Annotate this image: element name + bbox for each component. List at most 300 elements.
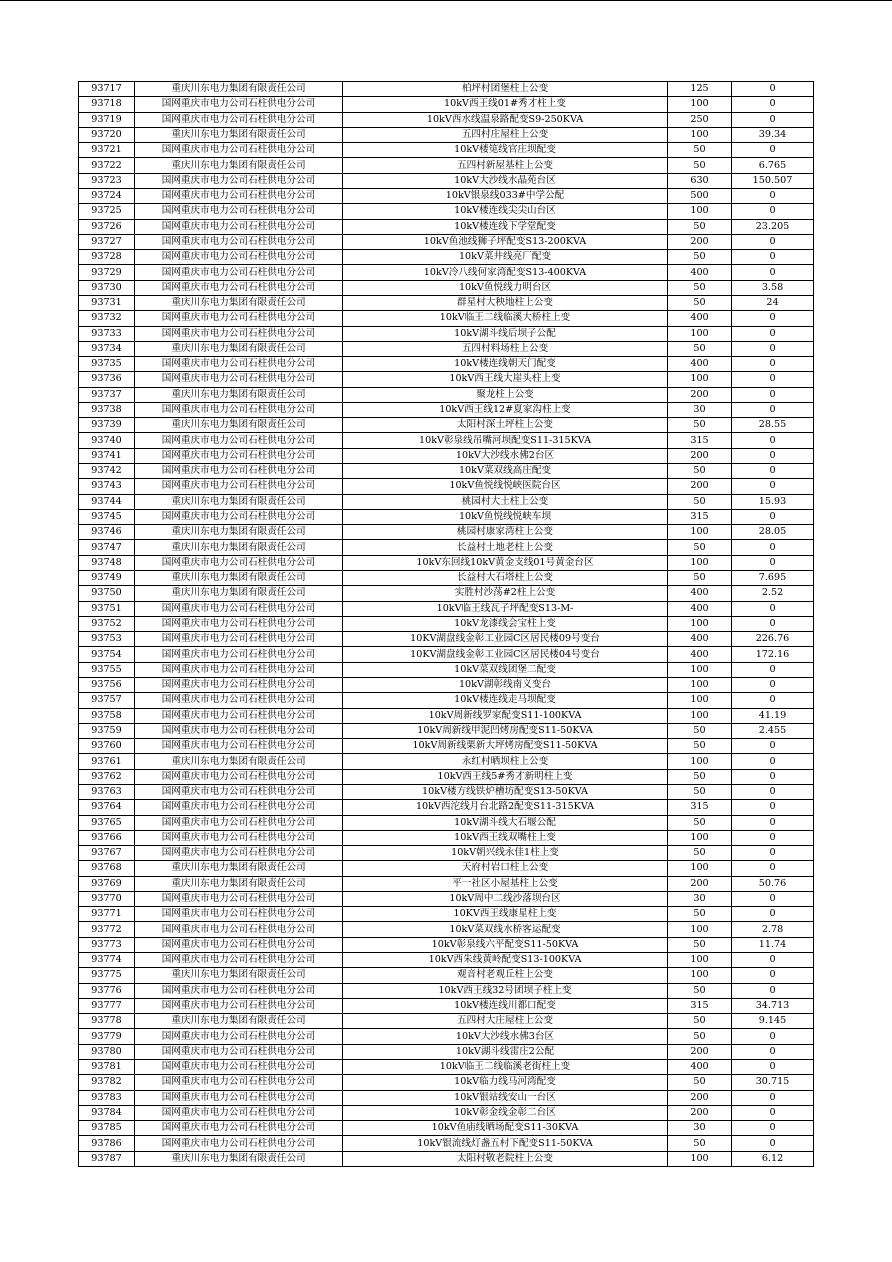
value-cell: 0 [732, 204, 814, 219]
transformer-name-cell: 10kV西王线大崖头柱上变 [343, 372, 668, 387]
value-cell: 3.58 [732, 280, 814, 295]
transformer-name-cell: 10kV彰泉线吊嘴河坝配变S11-315KVA [343, 433, 668, 448]
table-row [79, 968, 814, 983]
row-id-cell: 93718 [79, 97, 135, 112]
company-cell: 国网重庆市电力公司石柱供电分公司 [135, 1060, 343, 1075]
table-row [79, 1151, 814, 1166]
row-id-cell: 93728 [79, 250, 135, 265]
row-id-cell: 93753 [79, 632, 135, 647]
row-id-cell: 93769 [79, 876, 135, 891]
company-cell: 国网重庆市电力公司石柱供电分公司 [135, 188, 343, 203]
table-row [79, 754, 814, 769]
table-row [79, 861, 814, 876]
table-row [79, 464, 814, 479]
transformer-name-cell: 聚龙柱上公变 [343, 387, 668, 402]
transformer-name-cell: 10KV湖盘线金彰工业园C区居民楼04号变台 [343, 647, 668, 662]
value-cell: 0 [732, 250, 814, 265]
transformer-name-cell: 10kV西朱线黄岭配变S13-100KVA [343, 953, 668, 968]
value-cell: 0 [732, 82, 814, 97]
transformer-name-cell: 10kV楼连线川都口配变 [343, 998, 668, 1013]
value-cell: 15.93 [732, 494, 814, 509]
transformer-name-cell: 10kV西王线32号团坝子柱上变 [343, 983, 668, 998]
row-id-cell: 93745 [79, 509, 135, 524]
transformer-name-cell: 柏坪村团堡柱上公变 [343, 82, 668, 97]
row-id-cell: 93733 [79, 326, 135, 341]
value-cell: 0 [732, 769, 814, 784]
capacity-cell: 100 [668, 616, 732, 631]
value-cell: 28.05 [732, 525, 814, 540]
capacity-cell: 30 [668, 402, 732, 417]
table-row [79, 127, 814, 142]
row-id-cell: 93748 [79, 555, 135, 570]
table-row [79, 800, 814, 815]
capacity-cell: 50 [668, 846, 732, 861]
row-id-cell: 93765 [79, 815, 135, 830]
company-cell: 国网重庆市电力公司石柱供电分公司 [135, 953, 343, 968]
capacity-cell: 400 [668, 311, 732, 326]
table-row [79, 433, 814, 448]
company-cell: 国网重庆市电力公司石柱供电分公司 [135, 616, 343, 631]
company-cell: 国网重庆市电力公司石柱供电分公司 [135, 723, 343, 738]
company-cell: 重庆川东电力集团有限责任公司 [135, 754, 343, 769]
row-id-cell: 93722 [79, 158, 135, 173]
company-cell: 国网重庆市电力公司石柱供电分公司 [135, 784, 343, 799]
capacity-cell: 50 [668, 1029, 732, 1044]
row-id-cell: 93725 [79, 204, 135, 219]
value-cell: 24 [732, 295, 814, 310]
transformer-name-cell: 10kV大沙线水晶苑台区 [343, 173, 668, 188]
value-cell: 2.455 [732, 723, 814, 738]
table-row [79, 784, 814, 799]
capacity-cell: 50 [668, 494, 732, 509]
value-cell: 226.76 [732, 632, 814, 647]
capacity-cell: 100 [668, 922, 732, 937]
transformer-name-cell: 10kV鱼池线狮子坪配变S13-200KVA [343, 234, 668, 249]
value-cell: 0 [732, 112, 814, 127]
table-row [79, 815, 814, 830]
row-id-cell: 93763 [79, 784, 135, 799]
value-cell: 0 [732, 815, 814, 830]
capacity-cell: 100 [668, 326, 732, 341]
row-id-cell: 93778 [79, 1014, 135, 1029]
transformer-name-cell: 10kV银站线安山一台区 [343, 1090, 668, 1105]
value-cell: 0 [732, 555, 814, 570]
value-cell: 30.715 [732, 1075, 814, 1090]
table-body [79, 82, 814, 1167]
value-cell: 150.507 [732, 173, 814, 188]
company-cell: 国网重庆市电力公司石柱供电分公司 [135, 448, 343, 463]
capacity-cell: 400 [668, 601, 732, 616]
value-cell: 0 [732, 387, 814, 402]
row-id-cell: 93750 [79, 586, 135, 601]
capacity-cell: 100 [668, 662, 732, 677]
company-cell: 国网重庆市电力公司石柱供电分公司 [135, 1075, 343, 1090]
row-id-cell: 93762 [79, 769, 135, 784]
company-cell: 国网重庆市电力公司石柱供电分公司 [135, 708, 343, 723]
table-row [79, 509, 814, 524]
transformer-name-cell: 10kV菜双线高庄配变 [343, 464, 668, 479]
table-row [79, 693, 814, 708]
capacity-cell: 100 [668, 693, 732, 708]
company-cell: 国网重庆市电力公司石柱供电分公司 [135, 326, 343, 341]
transformer-name-cell: 10KV西王线康星柱上变 [343, 907, 668, 922]
value-cell: 0 [732, 326, 814, 341]
transformer-name-cell: 五四村料场柱上公变 [343, 341, 668, 356]
capacity-cell: 100 [668, 861, 732, 876]
transformer-name-cell: 10kV临王二线临溪大桥柱上变 [343, 311, 668, 326]
value-cell: 0 [732, 1060, 814, 1075]
transformer-name-cell: 10kV湖斗线后坝子公配 [343, 326, 668, 341]
company-cell: 国网重庆市电力公司石柱供电分公司 [135, 372, 343, 387]
row-id-cell: 93742 [79, 464, 135, 479]
transformer-name-cell: 10kV楼方线铁炉槽坊配变S13-50KVA [343, 784, 668, 799]
company-cell: 重庆川东电力集团有限责任公司 [135, 494, 343, 509]
row-id-cell: 93752 [79, 616, 135, 631]
row-id-cell: 93730 [79, 280, 135, 295]
company-cell: 重庆川东电力集团有限责任公司 [135, 571, 343, 586]
company-cell: 国网重庆市电力公司石柱供电分公司 [135, 555, 343, 570]
value-cell: 0 [732, 540, 814, 555]
capacity-cell: 200 [668, 448, 732, 463]
row-id-cell: 93731 [79, 295, 135, 310]
row-id-cell: 93761 [79, 754, 135, 769]
company-cell: 重庆川东电力集团有限责任公司 [135, 127, 343, 142]
company-cell: 国网重庆市电力公司石柱供电分公司 [135, 1136, 343, 1151]
value-cell: 0 [732, 968, 814, 983]
value-cell: 0 [732, 1105, 814, 1120]
company-cell: 重庆川东电力集团有限责任公司 [135, 876, 343, 891]
transformer-name-cell: 桃园村大土柱上公变 [343, 494, 668, 509]
capacity-cell: 630 [668, 173, 732, 188]
table-row [79, 82, 814, 97]
table-row [79, 616, 814, 631]
transformer-name-cell: 10kV临王二线临溪老街柱上变 [343, 1060, 668, 1075]
row-id-cell: 93777 [79, 998, 135, 1013]
row-id-cell: 93776 [79, 983, 135, 998]
capacity-cell: 50 [668, 540, 732, 555]
transformer-name-cell: 10kV湖斗线大石堰公配 [343, 815, 668, 830]
company-cell: 国网重庆市电力公司石柱供电分公司 [135, 1090, 343, 1105]
row-id-cell: 93781 [79, 1060, 135, 1075]
capacity-cell: 50 [668, 418, 732, 433]
value-cell: 6.765 [732, 158, 814, 173]
table-row [79, 326, 814, 341]
row-id-cell: 93775 [79, 968, 135, 983]
table-row [79, 311, 814, 326]
capacity-cell: 100 [668, 708, 732, 723]
value-cell: 2.52 [732, 586, 814, 601]
value-cell: 0 [732, 907, 814, 922]
company-cell: 国网重庆市电力公司石柱供电分公司 [135, 219, 343, 234]
transformer-name-cell: 10kV西水线温泉路配变S9-250KVA [343, 112, 668, 127]
capacity-cell: 500 [668, 188, 732, 203]
value-cell: 0 [732, 311, 814, 326]
row-id-cell: 93756 [79, 677, 135, 692]
transformer-name-cell: 10kV冷八线何家湾配变S13-400KVA [343, 265, 668, 280]
transformer-name-cell: 10kV楼连线下学堂配变 [343, 219, 668, 234]
company-cell: 国网重庆市电力公司石柱供电分公司 [135, 647, 343, 662]
capacity-cell: 315 [668, 433, 732, 448]
company-cell: 重庆川东电力集团有限责任公司 [135, 968, 343, 983]
capacity-cell: 50 [668, 219, 732, 234]
value-cell: 34.713 [732, 998, 814, 1013]
capacity-cell: 315 [668, 800, 732, 815]
company-cell: 国网重庆市电力公司石柱供电分公司 [135, 402, 343, 417]
company-cell: 重庆川东电力集团有限责任公司 [135, 540, 343, 555]
value-cell: 0 [732, 784, 814, 799]
value-cell: 41.19 [732, 708, 814, 723]
transformer-name-cell: 10kV楼连线尖尖山台区 [343, 204, 668, 219]
row-id-cell: 93726 [79, 219, 135, 234]
table-row [79, 387, 814, 402]
table-row [79, 234, 814, 249]
row-id-cell: 93740 [79, 433, 135, 448]
row-id-cell: 93747 [79, 540, 135, 555]
company-cell: 重庆川东电力集团有限责任公司 [135, 295, 343, 310]
table-row [79, 265, 814, 280]
company-cell: 重庆川东电力集团有限责任公司 [135, 1151, 343, 1166]
table-row [79, 677, 814, 692]
capacity-cell: 200 [668, 1044, 732, 1059]
company-cell: 国网重庆市电力公司石柱供电分公司 [135, 937, 343, 952]
company-cell: 重庆川东电力集团有限责任公司 [135, 1014, 343, 1029]
transformer-name-cell: 太阳村深土坪柱上公变 [343, 418, 668, 433]
capacity-cell: 50 [668, 937, 732, 952]
row-id-cell: 93764 [79, 800, 135, 815]
transformer-name-cell: 永红村晒坝柱上公变 [343, 754, 668, 769]
table-row [79, 907, 814, 922]
table-row [79, 97, 814, 112]
transformer-name-cell: 10kV西王线双嘴柱上变 [343, 830, 668, 845]
table-row [79, 983, 814, 998]
company-cell: 国网重庆市电力公司石柱供电分公司 [135, 479, 343, 494]
table-row [79, 219, 814, 234]
value-cell: 23.205 [732, 219, 814, 234]
capacity-cell: 315 [668, 998, 732, 1013]
transformer-name-cell: 10kV西王线12#夏家沟柱上变 [343, 402, 668, 417]
value-cell: 0 [732, 846, 814, 861]
row-id-cell: 93751 [79, 601, 135, 616]
row-id-cell: 93786 [79, 1136, 135, 1151]
company-cell: 国网重庆市电力公司石柱供电分公司 [135, 357, 343, 372]
table-row [79, 998, 814, 1013]
table-row [79, 647, 814, 662]
company-cell: 国网重庆市电力公司石柱供电分公司 [135, 1044, 343, 1059]
table-row [79, 143, 814, 158]
table-row [79, 448, 814, 463]
table-row [79, 295, 814, 310]
transformer-name-cell: 10kV鱼悦线悦峡医院台区 [343, 479, 668, 494]
value-cell: 0 [732, 616, 814, 631]
company-cell: 国网重庆市电力公司石柱供电分公司 [135, 1105, 343, 1120]
table-row [79, 601, 814, 616]
transformer-name-cell: 平一社区小屋基柱上公变 [343, 876, 668, 891]
row-id-cell: 93736 [79, 372, 135, 387]
company-cell: 国网重庆市电力公司石柱供电分公司 [135, 800, 343, 815]
capacity-cell: 50 [668, 295, 732, 310]
transformer-name-cell: 10kV湖彰线南义变台 [343, 677, 668, 692]
transformer-name-cell: 10kV湖斗线雷庄2公配 [343, 1044, 668, 1059]
transformer-name-cell: 长益村土地老柱上公变 [343, 540, 668, 555]
table-row [79, 280, 814, 295]
value-cell: 0 [732, 234, 814, 249]
value-cell: 0 [732, 677, 814, 692]
table-row [79, 540, 814, 555]
capacity-cell: 400 [668, 586, 732, 601]
company-cell: 国网重庆市电力公司石柱供电分公司 [135, 112, 343, 127]
row-id-cell: 93779 [79, 1029, 135, 1044]
table-row [79, 846, 814, 861]
table-row [79, 204, 814, 219]
transformer-name-cell: 五四村大庄屋柱上公变 [343, 1014, 668, 1029]
table-row [79, 188, 814, 203]
company-cell: 国网重庆市电力公司石柱供电分公司 [135, 173, 343, 188]
row-id-cell: 93732 [79, 311, 135, 326]
company-cell: 国网重庆市电力公司石柱供电分公司 [135, 998, 343, 1013]
row-id-cell: 93774 [79, 953, 135, 968]
row-id-cell: 93785 [79, 1121, 135, 1136]
table-row [79, 372, 814, 387]
company-cell: 国网重庆市电力公司石柱供电分公司 [135, 143, 343, 158]
row-id-cell: 93724 [79, 188, 135, 203]
value-cell: 0 [732, 830, 814, 845]
row-id-cell: 93746 [79, 525, 135, 540]
row-id-cell: 93735 [79, 357, 135, 372]
table-row [79, 830, 814, 845]
capacity-cell: 50 [668, 723, 732, 738]
capacity-cell: 50 [668, 907, 732, 922]
capacity-cell: 50 [668, 280, 732, 295]
value-cell: 0 [732, 1044, 814, 1059]
transformer-name-cell: 10kV朝兴线永佳1柱上变 [343, 846, 668, 861]
capacity-cell: 50 [668, 983, 732, 998]
table-row [79, 418, 814, 433]
value-cell: 0 [732, 953, 814, 968]
transformer-name-cell: 实胜村沙荡#2柱上公变 [343, 586, 668, 601]
row-id-cell: 93784 [79, 1105, 135, 1120]
capacity-cell: 30 [668, 1121, 732, 1136]
capacity-cell: 50 [668, 250, 732, 265]
value-cell: 2.78 [732, 922, 814, 937]
capacity-cell: 50 [668, 571, 732, 586]
value-cell: 0 [732, 402, 814, 417]
value-cell: 0 [732, 479, 814, 494]
transformer-name-cell: 10kV东回线10kV黄金支线01号黄金台区 [343, 555, 668, 570]
table-row [79, 112, 814, 127]
row-id-cell: 93721 [79, 143, 135, 158]
value-cell: 0 [732, 509, 814, 524]
company-cell: 国网重庆市电力公司石柱供电分公司 [135, 983, 343, 998]
transformer-name-cell: 10kV楼笕线官庄坝配变 [343, 143, 668, 158]
transformer-name-cell: 10kV菜井线亮厂配变 [343, 250, 668, 265]
transformer-name-cell: 太阳村敬老院柱上公变 [343, 1151, 668, 1166]
capacity-cell: 315 [668, 509, 732, 524]
transformer-name-cell: 10kV菜双线水桥客运配变 [343, 922, 668, 937]
value-cell: 0 [732, 143, 814, 158]
row-id-cell: 93760 [79, 739, 135, 754]
row-id-cell: 93727 [79, 234, 135, 249]
value-cell: 0 [732, 341, 814, 356]
value-cell: 0 [732, 372, 814, 387]
company-cell: 国网重庆市电力公司石柱供电分公司 [135, 769, 343, 784]
transformer-name-cell: 10kV临王线瓦子坪配变S13-M- [343, 601, 668, 616]
table-row [79, 891, 814, 906]
row-id-cell: 93737 [79, 387, 135, 402]
company-cell: 重庆川东电力集团有限责任公司 [135, 82, 343, 97]
transformer-name-cell: 10kV楼连线走马坝配变 [343, 693, 668, 708]
table-row [79, 953, 814, 968]
table-row [79, 479, 814, 494]
company-cell: 国网重庆市电力公司石柱供电分公司 [135, 265, 343, 280]
capacity-cell: 400 [668, 265, 732, 280]
table-row [79, 158, 814, 173]
table-row [79, 402, 814, 417]
row-id-cell: 93738 [79, 402, 135, 417]
table-row [79, 250, 814, 265]
value-cell: 0 [732, 97, 814, 112]
value-cell: 0 [732, 448, 814, 463]
company-cell: 重庆川东电力集团有限责任公司 [135, 418, 343, 433]
row-id-cell: 93749 [79, 571, 135, 586]
transformer-name-cell: 10kV临力线马河湾配变 [343, 1075, 668, 1090]
value-cell: 7.695 [732, 571, 814, 586]
transformer-name-cell: 10kV银流线灯盏五村下配变S11-50KVA [343, 1136, 668, 1151]
row-id-cell: 93758 [79, 708, 135, 723]
row-id-cell: 93759 [79, 723, 135, 738]
row-id-cell: 93741 [79, 448, 135, 463]
capacity-cell: 100 [668, 204, 732, 219]
transformer-name-cell: 桃园村康家湾柱上公变 [343, 525, 668, 540]
company-cell: 重庆川东电力集团有限责任公司 [135, 341, 343, 356]
capacity-cell: 400 [668, 632, 732, 647]
company-cell: 国网重庆市电力公司石柱供电分公司 [135, 97, 343, 112]
row-id-cell: 93744 [79, 494, 135, 509]
company-cell: 国网重庆市电力公司石柱供电分公司 [135, 891, 343, 906]
transformer-name-cell: 10kV菜双线团堡二配变 [343, 662, 668, 677]
row-id-cell: 93783 [79, 1090, 135, 1105]
row-id-cell: 93768 [79, 861, 135, 876]
value-cell: 11.74 [732, 937, 814, 952]
transformer-name-cell: 10kV西王线01#秀才柱上变 [343, 97, 668, 112]
value-cell: 0 [732, 754, 814, 769]
transformer-name-cell: 长益村大石塔柱上公变 [343, 571, 668, 586]
company-cell: 国网重庆市电力公司石柱供电分公司 [135, 204, 343, 219]
table-row [79, 1075, 814, 1090]
capacity-cell: 50 [668, 341, 732, 356]
capacity-cell: 50 [668, 739, 732, 754]
transformer-name-cell: 10KV湖盘线金彰工业园C区居民楼09号变台 [343, 632, 668, 647]
capacity-cell: 30 [668, 891, 732, 906]
table-row [79, 662, 814, 677]
value-cell: 0 [732, 1121, 814, 1136]
company-cell: 国网重庆市电力公司石柱供电分公司 [135, 815, 343, 830]
table-row [79, 1029, 814, 1044]
capacity-cell: 100 [668, 677, 732, 692]
table-row [79, 922, 814, 937]
value-cell: 0 [732, 265, 814, 280]
company-cell: 重庆川东电力集团有限责任公司 [135, 525, 343, 540]
value-cell: 0 [732, 464, 814, 479]
table-row [79, 571, 814, 586]
transformer-name-cell: 10kV大沙线水佛3台区 [343, 1029, 668, 1044]
company-cell: 国网重庆市电力公司石柱供电分公司 [135, 433, 343, 448]
company-cell: 国网重庆市电力公司石柱供电分公司 [135, 1029, 343, 1044]
company-cell: 国网重庆市电力公司石柱供电分公司 [135, 739, 343, 754]
capacity-cell: 100 [668, 555, 732, 570]
capacity-cell: 125 [668, 82, 732, 97]
value-cell: 0 [732, 983, 814, 998]
table-row [79, 1105, 814, 1120]
